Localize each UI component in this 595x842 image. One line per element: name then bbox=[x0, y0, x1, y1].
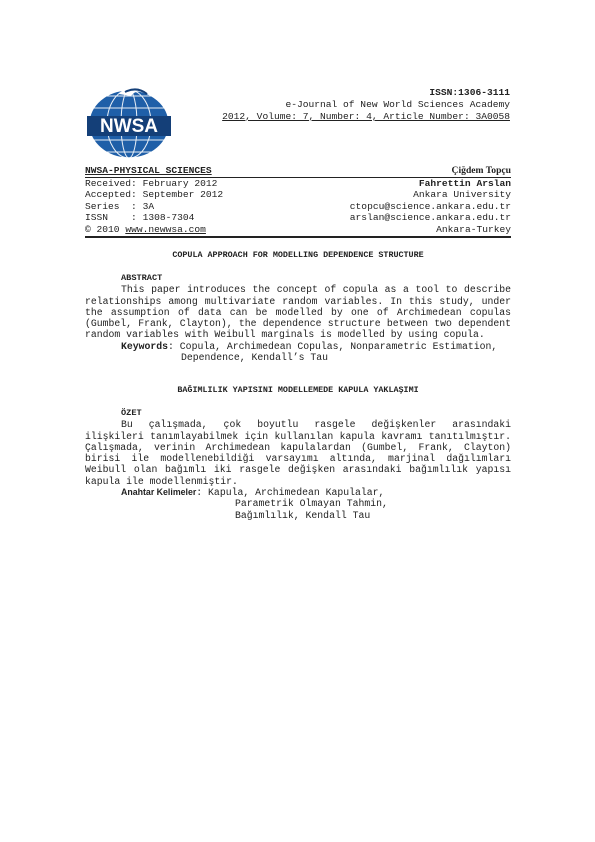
meta-row-copyright bbox=[85, 224, 511, 238]
journal-name: e-Journal of New World Sciences Academy bbox=[285, 99, 510, 110]
location: Ankara-Turkey bbox=[436, 223, 511, 235]
email-1[interactable]: ctopcu@science.ankara.edu.tr bbox=[349, 200, 511, 212]
university: Ankara University bbox=[413, 189, 511, 201]
logo-text: NWSA bbox=[99, 116, 159, 137]
section-name: NWSA-PHYSICAL SCIENCES bbox=[85, 165, 212, 176]
website-link[interactable]: www.newwsa.com bbox=[125, 223, 206, 235]
meta-row-series bbox=[85, 201, 511, 213]
meta-row-received bbox=[85, 178, 511, 190]
article-meta bbox=[85, 165, 511, 238]
paper-title-english: COPULA APPROACH FOR MODELLING DEPENDENCE STRUCTURE bbox=[172, 250, 424, 260]
received-date: Received: February 2012 bbox=[85, 177, 218, 189]
author-1: Çiğdem Topçu bbox=[451, 165, 511, 176]
journal-header bbox=[222, 87, 510, 123]
abstract-heading: ABSTRACT bbox=[121, 273, 163, 283]
issn: ISSN : 1308-7304 bbox=[85, 212, 195, 224]
keywords-label: Keywords bbox=[121, 340, 169, 352]
keywords bbox=[85, 341, 511, 352]
anahtar-line-1: : Kapula, Archimedean Kapulalar, bbox=[196, 487, 385, 499]
nwsa-logo bbox=[85, 86, 173, 160]
email-2[interactable]: arslan@science.ankara.edu.tr bbox=[349, 212, 511, 224]
anahtar-line-2: Parametrik Olmayan Tahmin, bbox=[235, 498, 388, 510]
anahtar-line-3: Bağımlılık, Kendall Tau bbox=[235, 509, 371, 521]
author-2: Fahrettin Arslan bbox=[418, 177, 511, 189]
copyright bbox=[85, 224, 206, 236]
paper-title-turkish: BAĞIMLILIK YAPISINI MODELLEMEDE KAPULA YAKLAŞIMI bbox=[177, 385, 419, 395]
journal-issn: ISSN:1306-3111 bbox=[429, 87, 510, 98]
accepted-date: Accepted: September 2012 bbox=[85, 189, 224, 201]
ozet-heading: ÖZET bbox=[121, 408, 142, 418]
anahtar-kelimeler-label: Anahtar Kelimeler bbox=[121, 487, 197, 498]
abstract-section bbox=[85, 273, 511, 363]
keywords-line-1: : Copula, Archimedean Copulas, Nonparametric Estimation, bbox=[168, 340, 498, 352]
meta-row-section bbox=[85, 165, 511, 178]
article-info: 2012, Volume: 7, Number: 4, Article Number: 3A0058 bbox=[222, 111, 510, 122]
meta-row-issn bbox=[85, 212, 511, 224]
meta-row-accepted bbox=[85, 189, 511, 201]
copyright-prefix: © 2010 bbox=[85, 223, 126, 235]
series: Series : 3A bbox=[85, 200, 155, 212]
ozet-text: Bu çalışmada, çok boyutlu rasgele değişkenler arasındaki ilişkileri tanımlayabilmek için kullanılan kapula kavramı tanıtılmıştır. Çalışmada, verinin Archimedean kapulalardan (Gumbel, Frank, Clayton) birisi ile modellenebildiği varsayımı altında, marjinal dağılımları Weibull olan bağımlı iki rasgele değişken arasındaki bağımlılık yapısı kapula ile modellenmiştir. bbox=[85, 419, 511, 487]
keywords-line-2: Dependence, Kendall’s Tau bbox=[181, 352, 328, 364]
abstract-text: This paper introduces the concept of copula as a tool to describe relationships among multivariate random variables. In this study, under the assumption of data can be modelled by one of Archimedean copulas (Gumbel, Frank, Clayton), the dependence structure between two dependent random variables with Weibull marginals is modelled by using copula. bbox=[85, 284, 511, 341]
anahtar-kelimeler bbox=[85, 487, 511, 498]
ozet-section bbox=[85, 408, 511, 521]
